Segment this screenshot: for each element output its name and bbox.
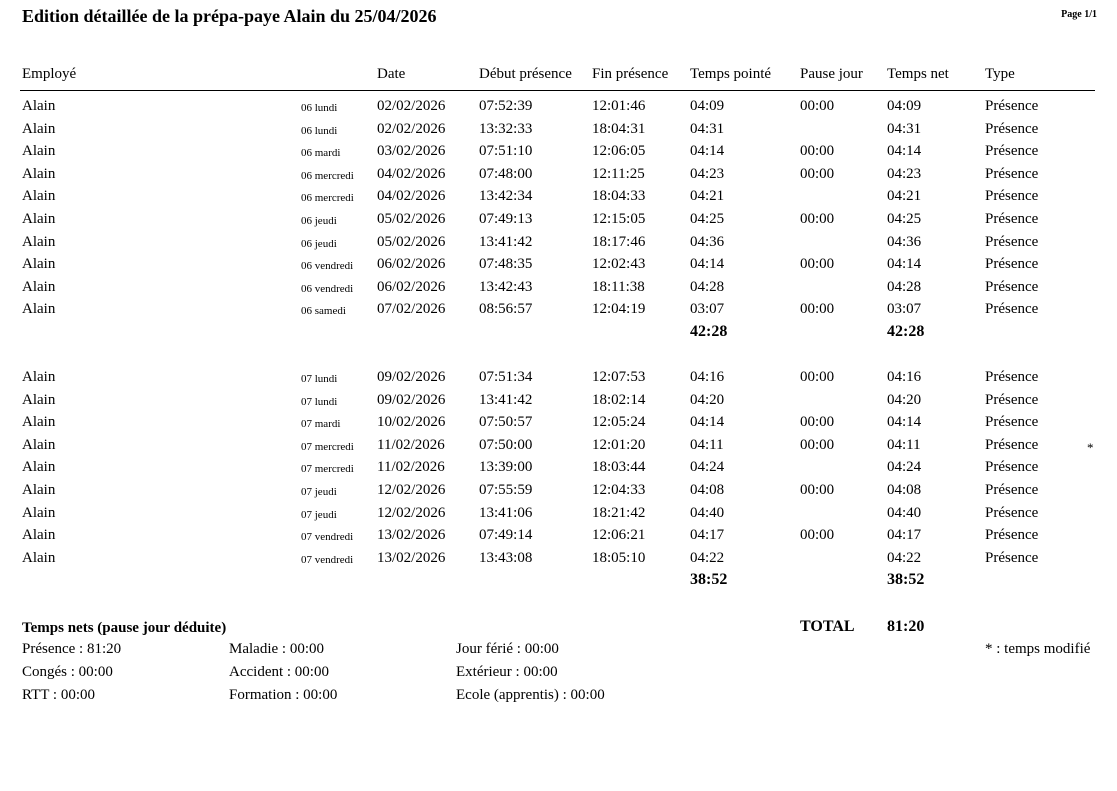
end-time-cell: 18:21:42 bbox=[592, 504, 646, 521]
clocked-time-cell: 04:08 bbox=[690, 482, 725, 498]
pause-cell: 00:00 bbox=[800, 165, 835, 182]
clocked-time-cell: 04:09 bbox=[690, 98, 725, 114]
week-day-cell: 07 jeudi bbox=[301, 508, 337, 521]
type-cell: Présence bbox=[985, 436, 1039, 453]
week-day-cell: 07 mercredi bbox=[301, 440, 354, 453]
col-header-employee: Employé bbox=[22, 66, 77, 82]
week-day-cell: 06 mercredi bbox=[301, 192, 354, 205]
employee-cell: Alain bbox=[22, 188, 56, 205]
type-cell: Présence bbox=[985, 256, 1039, 273]
type-cell: Présence bbox=[985, 301, 1039, 318]
pause-cell: 00:00 bbox=[800, 256, 835, 273]
end-time-cell: 12:06:21 bbox=[592, 527, 646, 544]
end-time-cell: 12:15:05 bbox=[592, 211, 646, 227]
week-day-cell: 07 lundi bbox=[301, 395, 338, 408]
pause-cell: 00:00 bbox=[800, 143, 835, 160]
summary-accident: Accident : 00:00 bbox=[229, 664, 329, 680]
net-time-cell: 04:25 bbox=[887, 211, 922, 227]
end-time-cell: 12:07:53 bbox=[592, 369, 646, 385]
employee-cell: Alain bbox=[22, 549, 56, 566]
net-time-cell: 04:22 bbox=[887, 549, 922, 566]
date-cell: 09/02/2026 bbox=[377, 369, 446, 385]
net-time-cell: 04:20 bbox=[887, 391, 922, 408]
start-time-cell: 07:51:34 bbox=[479, 369, 533, 385]
grand-total-value: 81:20 bbox=[887, 618, 925, 635]
date-cell: 06/02/2026 bbox=[377, 256, 446, 273]
date-cell: 06/02/2026 bbox=[377, 278, 446, 295]
week-day-cell: 06 vendredi bbox=[301, 282, 354, 295]
date-cell: 05/02/2026 bbox=[377, 211, 446, 227]
week-day-cell: 07 mardi bbox=[301, 418, 341, 431]
summary-presence: Présence : 81:20 bbox=[22, 641, 122, 657]
type-cell: Présence bbox=[985, 211, 1039, 227]
week-day-cell: 06 mardi bbox=[301, 147, 341, 160]
clocked-time-cell: 04:22 bbox=[690, 549, 725, 566]
group-total-net: 42:28 bbox=[887, 323, 925, 340]
end-time-cell: 18:11:38 bbox=[592, 278, 645, 295]
end-time-cell: 12:05:24 bbox=[592, 414, 646, 431]
clocked-time-cell: 04:31 bbox=[690, 120, 725, 137]
type-cell: Présence bbox=[985, 482, 1039, 498]
header-divider bbox=[20, 90, 1095, 91]
employee-cell: Alain bbox=[22, 414, 56, 431]
end-time-cell: 12:01:46 bbox=[592, 98, 646, 114]
employee-cell: Alain bbox=[22, 482, 56, 498]
end-time-cell: 18:04:31 bbox=[592, 120, 646, 137]
date-cell: 03/02/2026 bbox=[377, 143, 446, 160]
date-cell: 12/02/2026 bbox=[377, 504, 446, 521]
clocked-time-cell: 04:25 bbox=[690, 211, 725, 227]
summary-ecole: Ecole (apprentis) : 00:00 bbox=[456, 687, 605, 703]
net-time-cell: 04:14 bbox=[887, 414, 922, 431]
net-time-cell: 04:40 bbox=[887, 504, 922, 521]
employee-cell: Alain bbox=[22, 211, 56, 227]
pause-cell: 00:00 bbox=[800, 98, 835, 114]
net-time-cell: 04:24 bbox=[887, 459, 922, 476]
pause-cell: 00:00 bbox=[800, 369, 835, 385]
type-cell: Présence bbox=[985, 504, 1039, 521]
pause-cell: 00:00 bbox=[800, 527, 835, 544]
start-time-cell: 13:32:33 bbox=[479, 120, 533, 137]
report-title: Edition détaillée de la prépa-paye Alain du 25/04/2026 bbox=[22, 6, 437, 26]
col-header-net: Temps net bbox=[887, 66, 949, 82]
type-cell: Présence bbox=[985, 459, 1039, 476]
employee-cell: Alain bbox=[22, 233, 56, 250]
week-day-cell: 07 jeudi bbox=[301, 486, 337, 498]
start-time-cell: 07:49:14 bbox=[479, 527, 533, 544]
net-time-cell: 03:07 bbox=[887, 301, 922, 318]
summary-formation: Formation : 00:00 bbox=[229, 687, 338, 703]
col-header-date: Date bbox=[377, 66, 406, 82]
week-day-cell: 06 vendredi bbox=[301, 260, 354, 273]
end-time-cell: 12:06:05 bbox=[592, 143, 646, 160]
pause-cell: 00:00 bbox=[800, 301, 835, 318]
page-number: Page 1/1 bbox=[1061, 9, 1097, 20]
date-cell: 11/02/2026 bbox=[377, 459, 445, 476]
type-cell: Présence bbox=[985, 120, 1039, 137]
net-time-cell: 04:09 bbox=[887, 98, 922, 114]
start-time-cell: 07:48:00 bbox=[479, 165, 533, 182]
date-cell: 05/02/2026 bbox=[377, 233, 446, 250]
group-total-clocked: 42:28 bbox=[690, 323, 728, 340]
date-cell: 11/02/2026 bbox=[377, 436, 445, 453]
week-day-cell: 06 lundi bbox=[301, 102, 338, 114]
employee-cell: Alain bbox=[22, 504, 56, 521]
clocked-time-cell: 04:11 bbox=[690, 436, 724, 453]
week-day-cell: 07 mercredi bbox=[301, 463, 354, 476]
type-cell: Présence bbox=[985, 527, 1039, 544]
pause-cell: 00:00 bbox=[800, 482, 835, 498]
net-time-cell: 04:36 bbox=[887, 233, 922, 250]
employee-cell: Alain bbox=[22, 301, 56, 318]
end-time-cell: 12:04:19 bbox=[592, 301, 646, 318]
col-header-end: Fin présence bbox=[592, 66, 669, 82]
clocked-time-cell: 04:40 bbox=[690, 504, 725, 521]
clocked-time-cell: 04:24 bbox=[690, 459, 725, 476]
type-cell: Présence bbox=[985, 98, 1039, 114]
week-day-cell: 06 jeudi bbox=[301, 215, 337, 227]
net-time-cell: 04:14 bbox=[887, 256, 922, 273]
employee-cell: Alain bbox=[22, 98, 56, 114]
summary-rtt: RTT : 00:00 bbox=[22, 687, 95, 703]
modified-time-legend: * : temps modifié bbox=[985, 641, 1091, 657]
end-time-cell: 18:05:10 bbox=[592, 549, 646, 566]
pause-cell: 00:00 bbox=[800, 414, 835, 431]
week-day-cell: 06 jeudi bbox=[301, 237, 337, 250]
clocked-time-cell: 04:36 bbox=[690, 233, 725, 250]
net-time-cell: 04:23 bbox=[887, 165, 922, 182]
end-time-cell: 18:04:33 bbox=[592, 188, 646, 205]
employee-cell: Alain bbox=[22, 436, 56, 453]
end-time-cell: 12:02:43 bbox=[592, 256, 646, 273]
employee-cell: Alain bbox=[22, 278, 56, 295]
date-cell: 10/02/2026 bbox=[377, 414, 446, 431]
type-cell: Présence bbox=[985, 143, 1039, 160]
start-time-cell: 13:41:06 bbox=[479, 504, 533, 521]
week-day-cell: 06 mercredi bbox=[301, 169, 354, 182]
summary-jour-ferie: Jour férié : 00:00 bbox=[456, 641, 559, 657]
type-cell: Présence bbox=[985, 188, 1039, 205]
col-header-type: Type bbox=[985, 66, 1015, 82]
group-total-clocked: 38:52 bbox=[690, 571, 728, 589]
start-time-cell: 07:55:59 bbox=[479, 482, 533, 498]
week-day-cell: 06 samedi bbox=[301, 305, 346, 318]
summary-heading: Temps nets (pause jour déduite) bbox=[22, 620, 227, 636]
start-time-cell: 13:42:43 bbox=[479, 278, 533, 295]
employee-cell: Alain bbox=[22, 391, 56, 408]
clocked-time-cell: 04:20 bbox=[690, 391, 725, 408]
start-time-cell: 08:56:57 bbox=[479, 301, 533, 318]
start-time-cell: 07:52:39 bbox=[479, 98, 533, 114]
clocked-time-cell: 04:28 bbox=[690, 278, 725, 295]
clocked-time-cell: 04:16 bbox=[690, 369, 725, 385]
employee-cell: Alain bbox=[22, 527, 56, 544]
end-time-cell: 18:02:14 bbox=[592, 391, 646, 408]
net-time-cell: 04:14 bbox=[887, 143, 922, 160]
end-time-cell: 12:04:33 bbox=[592, 482, 646, 498]
clocked-time-cell: 04:23 bbox=[690, 165, 725, 182]
summary-exterieur: Extérieur : 00:00 bbox=[456, 664, 558, 680]
date-cell: 02/02/2026 bbox=[377, 98, 446, 114]
group-total-net: 38:52 bbox=[887, 571, 925, 589]
type-cell: Présence bbox=[985, 369, 1039, 385]
start-time-cell: 13:42:34 bbox=[479, 188, 533, 205]
type-cell: Présence bbox=[985, 391, 1039, 408]
grand-total-label: TOTAL bbox=[800, 618, 855, 635]
end-time-cell: 18:03:44 bbox=[592, 459, 646, 476]
date-cell: 04/02/2026 bbox=[377, 165, 446, 182]
date-cell: 13/02/2026 bbox=[377, 527, 446, 544]
employee-cell: Alain bbox=[22, 256, 56, 273]
start-time-cell: 13:41:42 bbox=[479, 391, 533, 408]
date-cell: 12/02/2026 bbox=[377, 482, 446, 498]
week-day-cell: 07 vendredi bbox=[301, 553, 354, 566]
date-cell: 13/02/2026 bbox=[377, 549, 446, 566]
net-time-cell: 04:31 bbox=[887, 120, 922, 137]
date-cell: 02/02/2026 bbox=[377, 120, 446, 137]
type-cell: Présence bbox=[985, 549, 1039, 566]
date-cell: 04/02/2026 bbox=[377, 188, 446, 205]
type-cell: Présence bbox=[985, 165, 1039, 182]
summary-maladie: Maladie : 00:00 bbox=[229, 641, 324, 657]
clocked-time-cell: 03:07 bbox=[690, 301, 725, 318]
clocked-time-cell: 04:14 bbox=[690, 256, 725, 273]
start-time-cell: 13:39:00 bbox=[479, 459, 533, 476]
employee-cell: Alain bbox=[22, 120, 56, 137]
end-time-cell: 12:01:20 bbox=[592, 436, 646, 453]
col-header-pause: Pause jour bbox=[800, 66, 863, 82]
start-time-cell: 13:43:08 bbox=[479, 549, 533, 566]
start-time-cell: 07:48:35 bbox=[479, 256, 533, 273]
week-day-cell: 07 lundi bbox=[301, 373, 338, 385]
col-header-start: Début présence bbox=[479, 66, 572, 82]
net-time-cell: 04:17 bbox=[887, 527, 922, 544]
type-cell: Présence bbox=[985, 278, 1039, 295]
type-cell: Présence bbox=[985, 414, 1039, 431]
net-time-cell: 04:16 bbox=[887, 369, 922, 385]
week-day-cell: 06 lundi bbox=[301, 124, 338, 137]
employee-cell: Alain bbox=[22, 143, 56, 160]
modified-mark-cell: * bbox=[1087, 439, 1094, 455]
net-time-cell: 04:28 bbox=[887, 278, 922, 295]
clocked-time-cell: 04:17 bbox=[690, 527, 725, 544]
clocked-time-cell: 04:21 bbox=[690, 188, 725, 205]
date-cell: 07/02/2026 bbox=[377, 301, 446, 318]
clocked-time-cell: 04:14 bbox=[690, 143, 725, 160]
start-time-cell: 07:51:10 bbox=[479, 143, 533, 160]
pause-cell: 00:00 bbox=[800, 436, 835, 453]
employee-cell: Alain bbox=[22, 369, 56, 385]
type-cell: Présence bbox=[985, 233, 1039, 250]
net-time-cell: 04:21 bbox=[887, 188, 922, 205]
start-time-cell: 07:49:13 bbox=[479, 211, 533, 227]
end-time-cell: 12:11:25 bbox=[592, 165, 645, 182]
pause-cell: 00:00 bbox=[800, 211, 835, 227]
employee-cell: Alain bbox=[22, 165, 56, 182]
col-header-clocked: Temps pointé bbox=[690, 66, 772, 82]
net-time-cell: 04:11 bbox=[887, 436, 921, 453]
start-time-cell: 13:41:42 bbox=[479, 233, 533, 250]
summary-conges: Congés : 00:00 bbox=[22, 664, 113, 680]
start-time-cell: 07:50:00 bbox=[479, 436, 533, 453]
end-time-cell: 18:17:46 bbox=[592, 233, 646, 250]
week-day-cell: 07 vendredi bbox=[301, 531, 354, 544]
employee-cell: Alain bbox=[22, 459, 56, 476]
clocked-time-cell: 04:14 bbox=[690, 414, 725, 431]
date-cell: 09/02/2026 bbox=[377, 391, 446, 408]
start-time-cell: 07:50:57 bbox=[479, 414, 533, 431]
net-time-cell: 04:08 bbox=[887, 482, 922, 498]
